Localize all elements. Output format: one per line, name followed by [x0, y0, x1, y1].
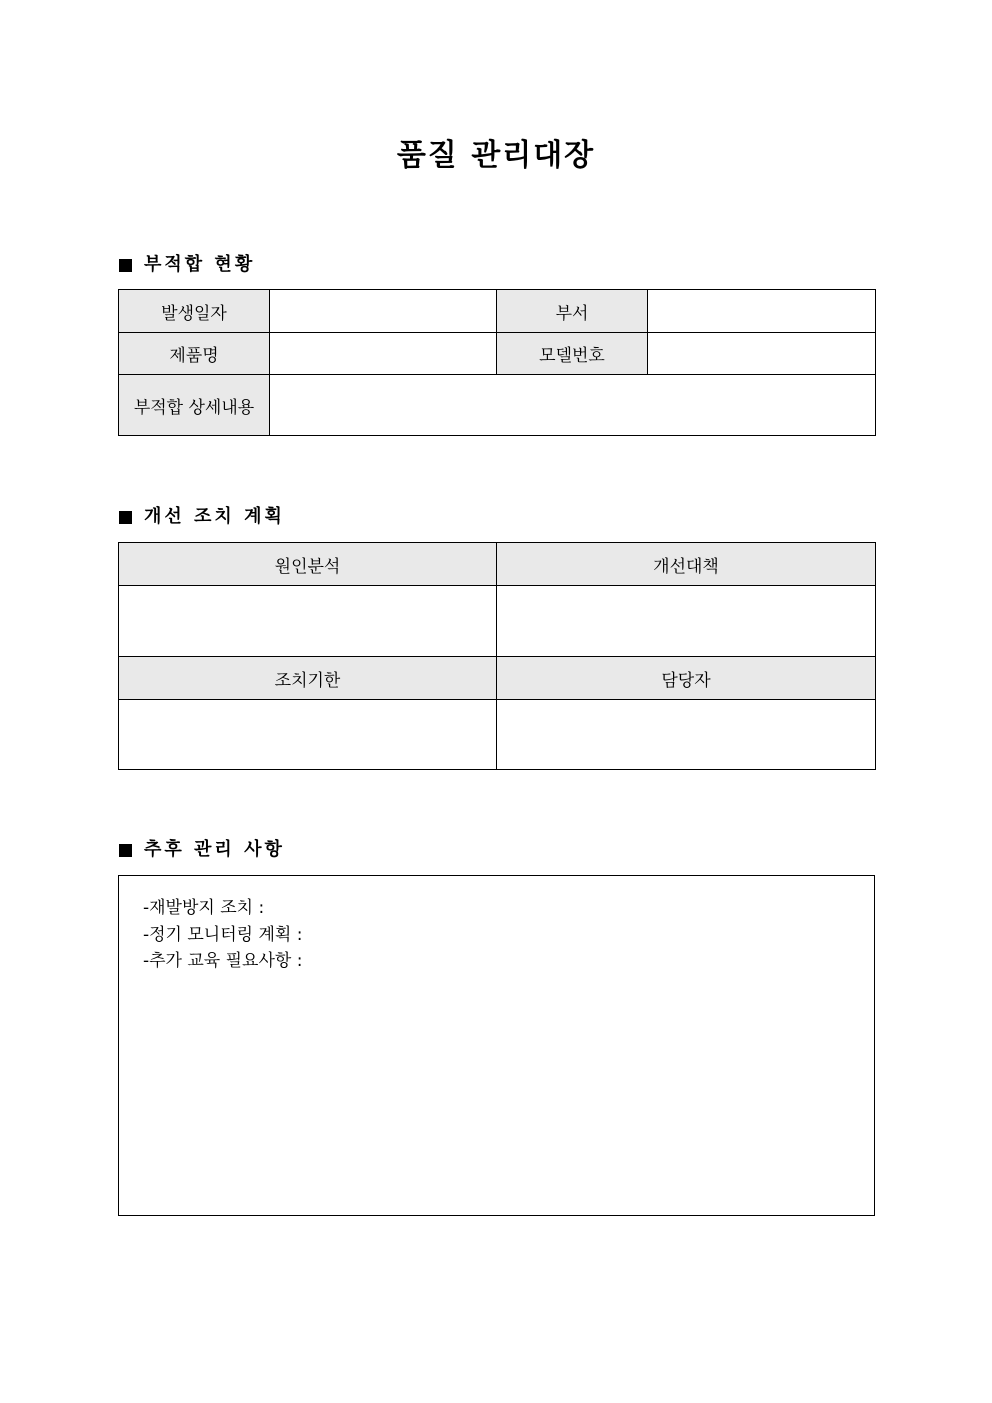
follow-up-notes-box[interactable]	[118, 875, 875, 1216]
page-title: 품질 관리대장	[396, 138, 596, 173]
square-bullet-icon	[119, 511, 132, 524]
label-product-name: 제품명	[119, 333, 270, 375]
model-number-field[interactable]	[648, 333, 876, 375]
details-field[interactable]	[270, 375, 876, 436]
notes-line-recurrence-prevention: -재발방지 조치 :	[143, 898, 265, 918]
section-heading-text: 개선 조치 계획	[144, 506, 285, 527]
notes-line-monitoring-plan: -정기 모니터링 계획 :	[143, 924, 303, 945]
label-cause-analysis: 원인분석	[119, 543, 497, 586]
label-deadline: 조치기한	[119, 657, 497, 700]
square-bullet-icon	[119, 844, 132, 857]
countermeasure-field[interactable]	[497, 586, 876, 657]
improvement-table	[118, 542, 876, 770]
section-heading-follow-up	[119, 838, 285, 862]
department-field[interactable]	[648, 290, 876, 333]
label-department: 부서	[497, 290, 648, 333]
deadline-field[interactable]	[119, 700, 497, 770]
square-bullet-icon	[119, 259, 132, 272]
section-heading-text: 부적합 현황	[144, 254, 256, 275]
notes-line-training-needs: -추가 교육 필요사항 :	[143, 951, 303, 971]
label-date: 발생일자	[119, 290, 270, 333]
label-details: 부적합 상세내용	[119, 375, 270, 436]
cause-analysis-field[interactable]	[119, 586, 497, 657]
person-in-charge-field[interactable]	[497, 700, 876, 770]
section-heading-text: 추후 관리 사항	[144, 839, 285, 860]
nonconformity-table	[118, 289, 876, 436]
label-person-in-charge: 담당자	[497, 657, 876, 700]
date-field[interactable]	[270, 290, 497, 333]
label-countermeasure: 개선대책	[497, 543, 876, 586]
section-heading-improvement	[119, 505, 285, 529]
label-model-number: 모델번호	[497, 333, 648, 375]
section-heading-nonconformity	[119, 253, 255, 277]
product-name-field[interactable]	[270, 333, 497, 375]
